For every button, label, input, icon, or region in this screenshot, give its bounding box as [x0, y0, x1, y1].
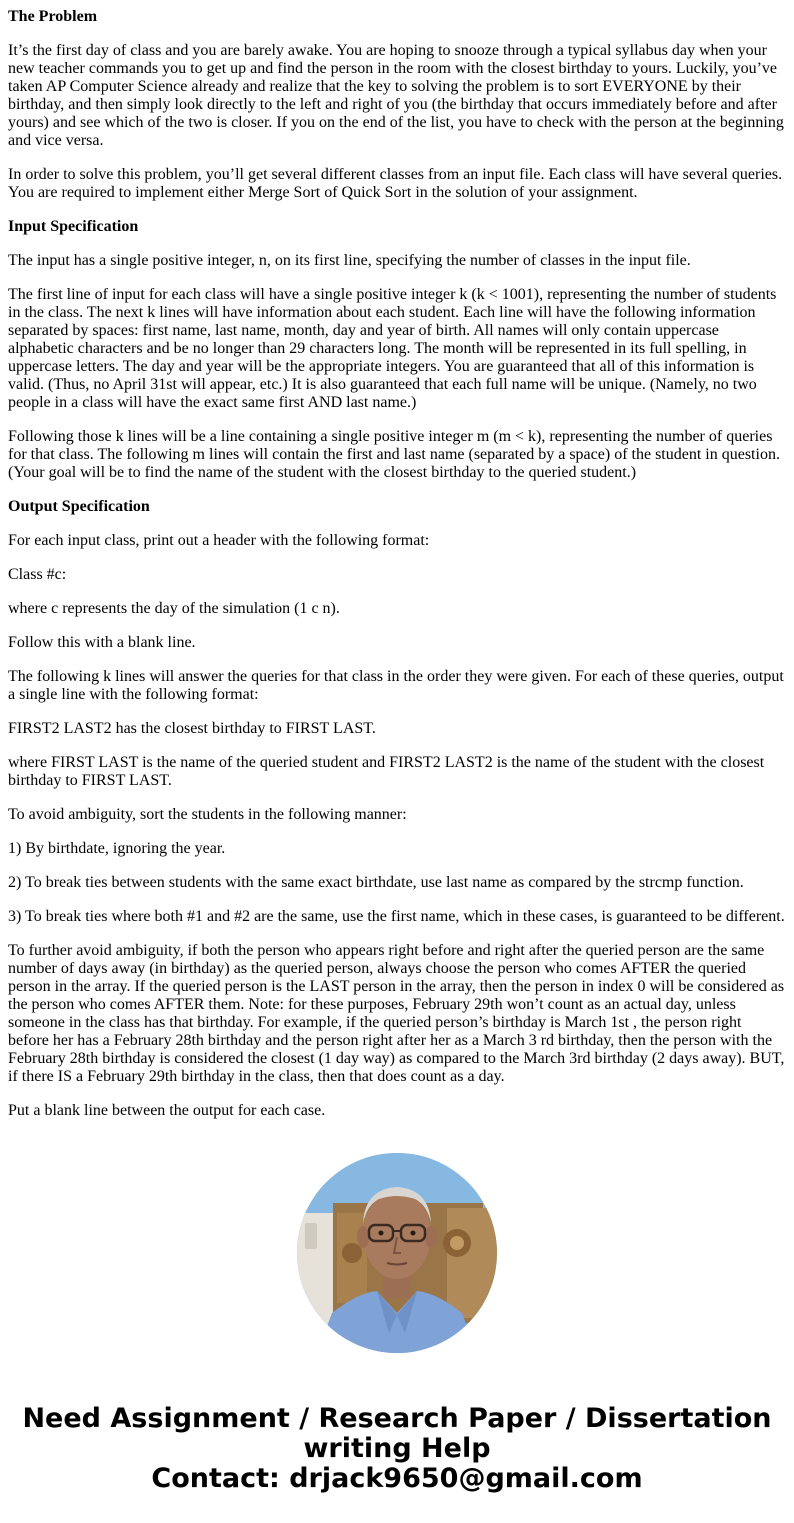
paragraph-class-format: Class #c:: [8, 566, 67, 583]
footer-contact: [0, 1404, 794, 1494]
paragraph-intro: It’s the first day of class and you are barely awake. You are hoping to snooze through a typical syllabus day when your new teacher commands you to get up and find the person in the room with the closest birthday to yours. Luckily, you’ve taken AP Computer Science already and realize that the key to solving the problem is to sort EVERYONE by their birthday, and then simply look directly to the left and right of you (the birthday that occurs immediately before and after yours) and see which of the two is closer. If you on the end of the list, you have to check with the person at the beginning and vice versa.: [8, 42, 784, 149]
output-spec-heading: Output Specification: [8, 498, 150, 515]
footer-line-assignment: Need Assignment / Research Paper / Dissertation: [22, 1403, 772, 1434]
article: [8, 8, 786, 1136]
input-spec-heading: Input Specification: [8, 218, 139, 235]
paragraph-classes: In order to solve this problem, you’ll get several different classes from an input file. Each class will have several queries. You are required to implement either Merge Sort of Quick Sort in the solution of your assignment.: [8, 166, 783, 201]
paragraph-output-header: For each input class, print out a header with the following format:: [8, 532, 430, 549]
paragraph-sort-intro: To avoid ambiguity, sort the students in the following manner:: [8, 806, 407, 823]
paragraph-input-n: The input has a single positive integer, n, on its first line, specifying the number of classes in the input file.: [8, 252, 691, 269]
paragraph-blank-between: Put a blank line between the output for each case.: [8, 1102, 326, 1119]
footer-line-contact: Contact: drjack9650@gmail.com: [151, 1463, 643, 1494]
paragraph-input-queries: Following those k lines will be a line containing a single positive integer m (m < k), representing the number of queries for that class. The following m lines will contain the first and last name (separated by a space) of the student in question. (Your goal will be to find the name of the student with the closest birthday to the queried student.): [8, 428, 780, 481]
paragraph-input-class: The first line of input for each class will have a single positive integer k (k < 1001), representing the number of students in the class. The next k lines will have information about each student. Each line will have the following information separated by spaces: first name, last name, month, day and year of birth. All names will only contain uppercase alphabetic characters and be no longer than 29 characters long. The month will be represented in its full spelling, in uppercase letters. The day and year will be the appropriate integers. You are guaranteed that all of this information is valid. (Thus, no April 31st will appear, etc.) It is also guaranteed that each full name will be unique. (Namely, no two people in a class will have the exact same first AND last name.): [8, 286, 777, 411]
sort-rule-2: 2) To break ties between students with the same exact birthdate, use last name as compared by the strcmp function.: [8, 874, 744, 891]
avatar: [297, 1153, 497, 1353]
sort-rule-3: 3) To break ties where both #1 and #2 are the same, use the first name, which in these cases, is guaranteed to be different.: [8, 908, 785, 925]
sort-rule-1: 1) By birthdate, ignoring the year.: [8, 840, 226, 857]
person-portrait-icon: [297, 1153, 497, 1353]
footer-line-help: writing Help: [303, 1433, 491, 1464]
paragraph-blank-line: Follow this with a blank line.: [8, 634, 196, 651]
paragraph-query-answers: The following k lines will answer the queries for that class in the order they were given. For each of these queries, output a single line with the following format:: [8, 668, 784, 703]
paragraph-format-explain: where FIRST LAST is the name of the queried student and FIRST2 LAST2 is the name of the student with the closest birthday to FIRST LAST.: [8, 754, 765, 789]
paragraph-class-c: where c represents the day of the simulation (1 c n).: [8, 600, 340, 617]
problem-heading: The Problem: [8, 8, 98, 25]
paragraph-tie-break: To further avoid ambiguity, if both the person who appears right before and right after the queried person are the same number of days away (in birthday) as the queried person, always choose the person who comes AFTER the queried person in the array. If the queried person is the LAST person in the array, then the person in index 0 will be considered as the person who comes AFTER them. Note: for these purposes, February 29th won’t count as an actual day, unless someone in the class has that birthday. For example, if the queried person’s birthday is March 1st , the person right before her has a February 28th birthday and the person right after her as a March 3 rd birthday, then the person with the February 28th birthday is considered the closest (1 day way) as compared to the March 3rd birthday (2 days away). BUT, if there IS a February 29th birthday in the class, then that does count as a day.: [8, 942, 785, 1085]
paragraph-output-format: FIRST2 LAST2 has the closest birthday to FIRST LAST.: [8, 720, 376, 737]
